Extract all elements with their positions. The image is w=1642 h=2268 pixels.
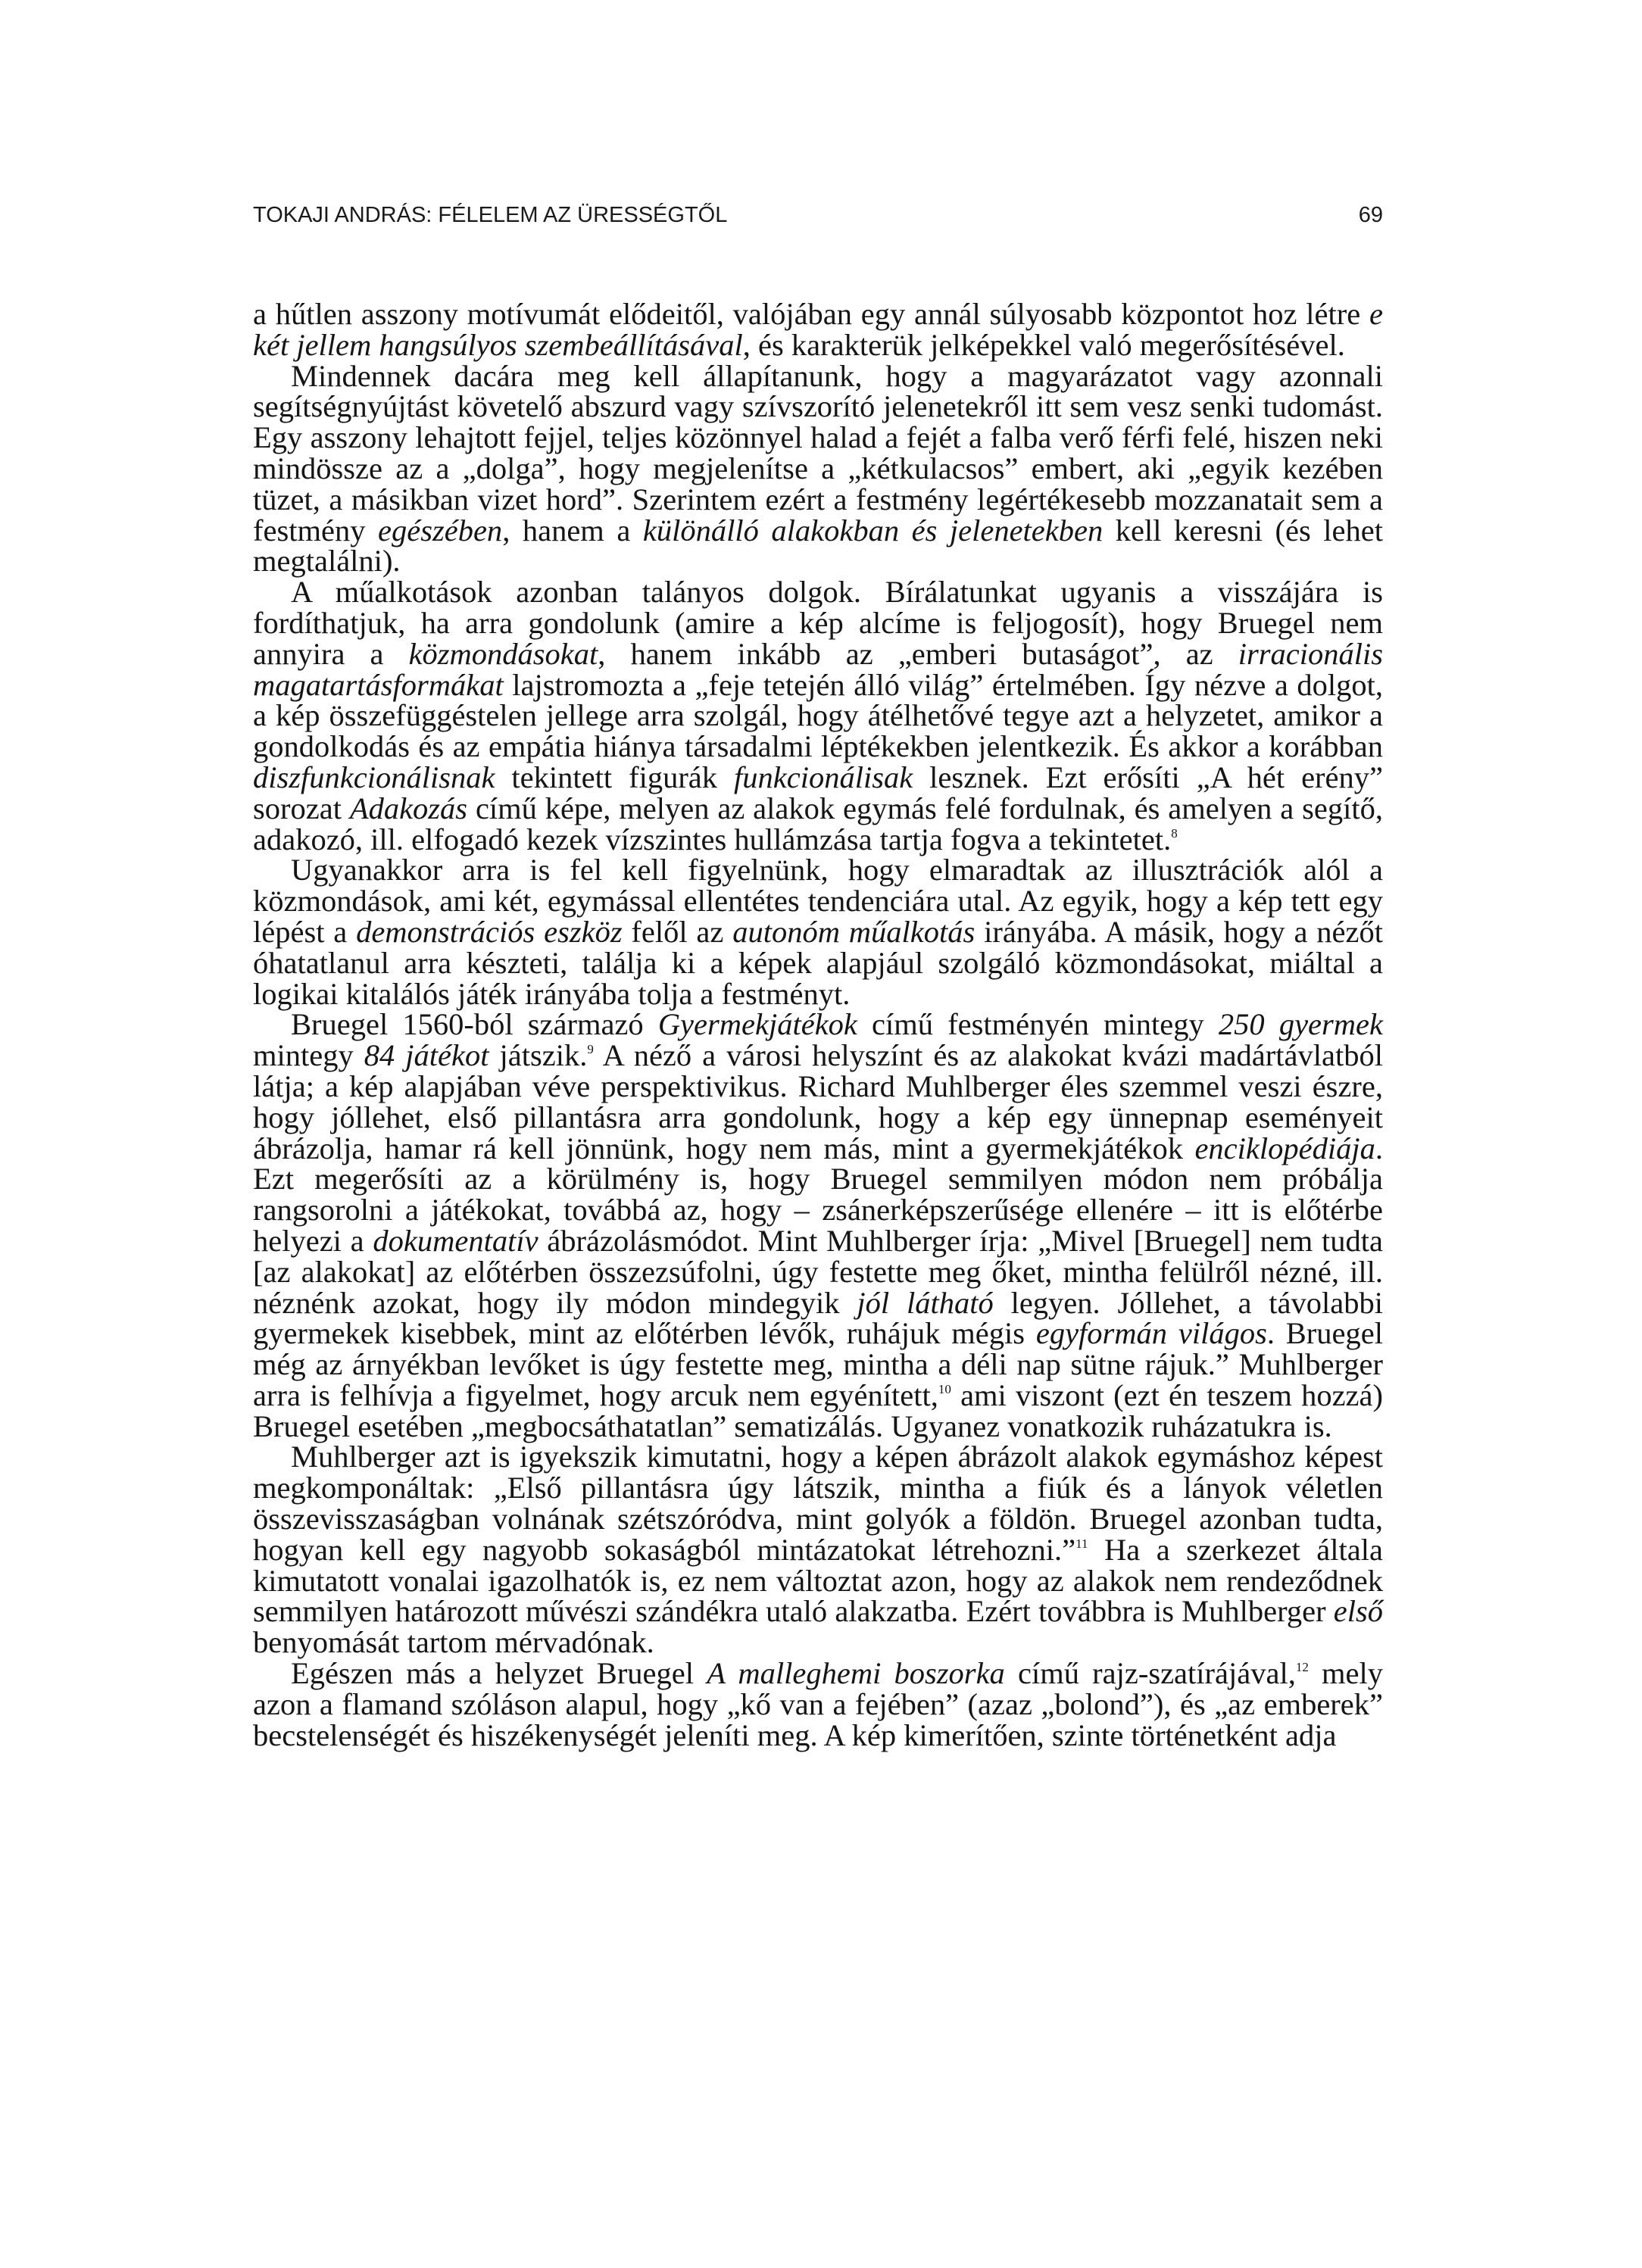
- italic-text: egészében: [378, 513, 503, 548]
- text-run: , hanem a: [502, 513, 643, 548]
- italic-text: e két jellem hangsúlyos szembeállításával: [253, 297, 1383, 362]
- text-run: . Bruegel még az árnyékban levőket is úgy festette meg, mintha a déli nap sütne rájuk.” Muhlberger arra is felhívja a figyelmet, hogy arcuk nem egyénített,: [253, 1316, 1383, 1412]
- text-run: lesznek. Ezt erősíti „A hét erény” sorozat: [253, 760, 1383, 825]
- italic-text: diszfunkcionálisnak: [253, 760, 495, 794]
- text-run: irányába. A másik, hogy a nézőt óhatatlanul arra készteti, találja ki a képek alapjául szolgáló közmondásokat, miáltal a logikai kitalálós játék irányába tolja a festményt.: [253, 914, 1383, 1011]
- italic-text: autonóm műalkotás: [732, 914, 976, 949]
- running-head: [253, 203, 1383, 228]
- paragraph: [253, 1658, 1383, 1751]
- text-run: című festményén mintegy: [857, 1007, 1219, 1042]
- text-run: tekintett figurák: [495, 760, 734, 794]
- text-run: , és karakterük jelképekkel való megerősítésével.: [742, 327, 1345, 362]
- paragraph: [253, 1009, 1383, 1442]
- footnote-marker[interactable]: 9: [587, 1041, 594, 1056]
- text-run: A műalkotások azonban talányos dolgok. Bírálatunkat ugyanis a visszájára is fordíthatjuk, ha arra gondolunk (amire a kép alcíme is feljogosít), hogy Bruegel nem annyira a: [253, 575, 1383, 671]
- italic-text: demonstrációs eszköz: [356, 914, 623, 949]
- italic-text: első: [1333, 1594, 1383, 1629]
- italic-text: enciklopédiája: [1194, 1131, 1375, 1165]
- footnote-marker[interactable]: 11: [1075, 1536, 1088, 1551]
- text-run: A néző a városi helyszínt és az alakokat kvázi madártávlatból látja; a kép alapjában véve perspektivikus. Richard Muhlberger éles szemmel veszi észre, hogy jóllehet, első pillantásra arra gondolunk, hogy a kép egy ünnepnap eseményeit ábrázolja, hamar rá kell jönnünk, hogy nem más, mint a gyermekjátékok: [253, 1038, 1383, 1165]
- italic-text: dokumentatív: [373, 1223, 538, 1258]
- text-run: a hűtlen asszony motívumát elődeitől, valójában egy annál súlyosabb központot hoz létre: [253, 297, 1370, 331]
- italic-text: jól látható: [857, 1285, 994, 1320]
- italic-text: 84 játékot: [364, 1038, 489, 1073]
- text-run: Ugyanakkor arra is fel kell figyelnünk, hogy elmaradtak az illusztrációk alól a közmondások, ami két, egymással ellentétes tendenciára utal. Az egyik, hogy a kép tett egy lépést a: [253, 853, 1383, 949]
- body-text: [253, 299, 1383, 1751]
- text-run: játszik.: [489, 1038, 588, 1073]
- paragraph: [253, 577, 1383, 855]
- paragraph-continued: [253, 299, 1383, 361]
- text-run: , hanem inkább az „emberi butaságot”, az: [598, 636, 1238, 671]
- paragraph: [253, 358, 1383, 579]
- text-run: . Ezt megerősíti az a körülmény is, hogy Bruegel semmilyen módon nem próbálja rangsorolni a játékokat, továbbá az, hogy – zsánerképszerűsége ellenére – itt is előtérbe helyezi a: [253, 1131, 1383, 1258]
- running-title: TOKAJI ANDRÁS: FÉLELEM AZ ÜRESSÉGTŐL: [253, 203, 728, 227]
- text-run: Egészen más a helyzet Bruegel: [291, 1656, 707, 1691]
- text-run: című képe, melyen az alakok egymás felé fordulnak, és amelyen a segítő, adakozó, ill. elfogadó kezek vízszintes hullámzása tartja fogva a tekintetet.: [253, 791, 1383, 856]
- text-run: felől az: [622, 914, 733, 949]
- text-run: benyomását tartom mérvadónak.: [253, 1625, 654, 1660]
- text-run: ami viszont (ezt én teszem hozzá) Bruegel esetében „megbocsáthatatlan” sematizálás. Ugyanez vonatkozik ruházatukra is.: [253, 1377, 1383, 1443]
- text-run: kell keresni (és lehet megtalálni).: [253, 513, 1383, 579]
- footnote-marker[interactable]: 12: [1295, 1659, 1309, 1674]
- footnote-marker[interactable]: 10: [938, 1381, 951, 1396]
- text-run: mintegy: [253, 1038, 364, 1073]
- italic-text: Adakozás: [349, 791, 468, 825]
- italic-text: 250 gyermek: [1218, 1007, 1383, 1042]
- text-run: Ha a szerkezet általa kimutatott vonalai igazolhatók is, ez nem változtat azon, hogy az alakok nem rendeződnek semmilyen határozott művészi szándékra utaló alakzatba. Ezért továbbra is Muhlberger: [253, 1532, 1383, 1629]
- page-number: 69: [1358, 203, 1383, 227]
- italic-text: funkcionálisak: [733, 760, 913, 794]
- italic-text: Gyermekjátékok: [657, 1007, 857, 1042]
- paragraph: [253, 1442, 1383, 1658]
- text-run: ábrázolásmódot. Mint Muhlberger írja: „Mivel [Bruegel] nem tudta [az alakokat] az előtérben összezsúfolni, úgy festette meg őket, mintha felülről nézné, ill. néznénk azokat, hogy ily módon mindegyik: [253, 1223, 1383, 1320]
- text-run: című rajz-szatírájával,: [1004, 1656, 1296, 1691]
- text-run: lajstromozta a „feje tetején álló világ” értelmében. Így nézve a dolgot, a kép összefüggéstelen jellege arra szolgál, hogy átélhetővé tegye azt a helyzetet, amikor a gondolkodás és az empátia hiánya társadalmi léptékekben jelentkezik. És akkor a korábban: [253, 667, 1383, 764]
- italic-text: különálló alakokban és jelenetekben: [642, 513, 1104, 548]
- italic-text: egyformán világos: [1035, 1316, 1267, 1351]
- text-run: mely azon a flamand szóláson alapul, hogy „kő van a fejében” (azaz „bolond”), és „az emberek” becstelenségét és hiszékenységét jeleníti meg. A kép kimerítően, szinte történetként adja: [253, 1656, 1384, 1752]
- text-run: legyen. Jóllehet, a távolabbi gyermekek kisebbek, mint az előtérben lévők, ruhájuk mégis: [253, 1285, 1383, 1351]
- italic-text: közmondásokat: [408, 636, 598, 671]
- text-run: Bruegel 1560-ból származó: [291, 1007, 658, 1042]
- text-run: Muhlberger azt is igyekszik kimutatni, hogy a képen ábrázolt alakok egymáshoz képest megkomponáltak: „Első pillantásra úgy látszik, mintha a fiúk és a lányok véletlen összevisszaságban volnának szétszóródva, mint golyók a földön. Bruegel azonban tudta, hogyan kell egy nagyobb sokaságból mintázatokat létrehozni.”: [253, 1440, 1383, 1567]
- paragraph: [253, 855, 1383, 1009]
- italic-text: irracionális magatartásformákat: [253, 636, 1383, 702]
- footnote-marker[interactable]: 8: [1171, 825, 1178, 841]
- italic-text: A malleghemi boszorka: [707, 1656, 1005, 1691]
- text-run: Mindennek dacára meg kell állapítanunk, hogy a magyarázatot vagy azonnali segítségnyújtást követelő abszurd vagy szívszorító jelenetekről itt sem vesz senki tudomást. Egy asszony lehajtott fejjel, teljes közönnyel halad a fejét a falba verő férfi felé, hiszen neki mindössze az a „dolga”, hogy megjelenítse a „kétkulacsos” embert, aki „egyik kezében tüzet, a másikban vizet hord”. Szerintem ezért a festmény legértékesebb mozzanatait sem a festmény: [253, 358, 1383, 548]
